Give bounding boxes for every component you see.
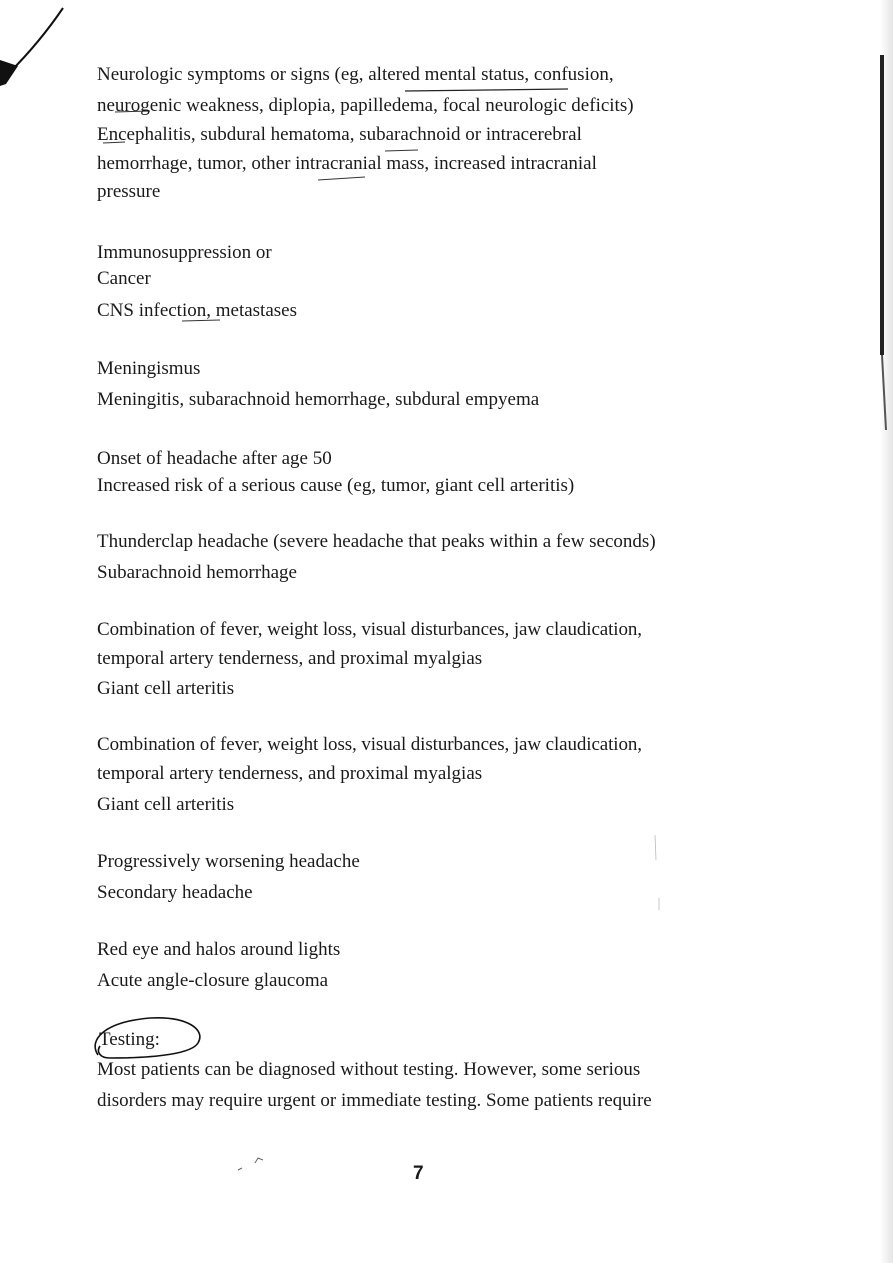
sign-line: Progressively worsening headache xyxy=(97,851,360,872)
testing-body-line: Most patients can be diagnosed without testing. However, some serious xyxy=(97,1059,641,1080)
sign-line: Combination of fever, weight loss, visual disturbances, jaw claudication, xyxy=(97,734,642,755)
sign-line: temporal artery tenderness, and proximal myalgias xyxy=(97,648,483,669)
cause-line: Giant cell arteritis xyxy=(97,678,235,699)
corner-pen-tip xyxy=(0,60,18,86)
underline-subarachnoid xyxy=(385,150,418,151)
speck-2 xyxy=(655,835,659,910)
cause-line: Secondary headache xyxy=(97,882,253,903)
cause-line: Encephalitis, subdural hematoma, subarachnoid or intracerebral xyxy=(97,124,582,145)
testing-body-line: disorders may require urgent or immediate testing. Some patients require xyxy=(97,1090,652,1111)
sign-line: Onset of headache after age 50 xyxy=(97,448,332,469)
cause-line: Acute angle-closure glaucoma xyxy=(97,970,329,991)
cause-line: pressure xyxy=(97,181,161,202)
cause-line: Meningitis, subarachnoid hemorrhage, subdural empyema xyxy=(97,389,540,410)
testing-heading: Testing: xyxy=(99,1029,160,1050)
sign-line: neurogenic weakness, diplopia, papilledema, focal neurologic deficits) xyxy=(97,95,634,116)
sign-line: Red eye and halos around lights xyxy=(97,939,341,960)
cause-line: Giant cell arteritis xyxy=(97,794,235,815)
underline-mental-status xyxy=(405,89,568,91)
sign-line: Neurologic symptoms or signs (eg, altered mental status, confusion, xyxy=(97,64,614,85)
speck xyxy=(238,1158,263,1170)
sign-line: Cancer xyxy=(97,268,151,289)
margin-bar-tail xyxy=(882,355,886,430)
cause-line: CNS infection, metastases xyxy=(97,300,297,321)
sign-line: Thunderclap headache (severe headache that peaks within a few seconds) xyxy=(97,531,656,552)
cause-line: hemorrhage, tumor, other intracranial mass, increased intracranial xyxy=(97,153,597,174)
underline-intracranial xyxy=(318,177,365,180)
corner-pen-stroke xyxy=(10,8,63,72)
cause-line: Subarachnoid hemorrhage xyxy=(97,562,297,583)
sign-line: temporal artery tenderness, and proximal myalgias xyxy=(97,763,483,784)
sign-line: Combination of fever, weight loss, visual disturbances, jaw claudication, xyxy=(97,619,642,640)
margin-bar xyxy=(880,55,884,355)
page-number: 7 xyxy=(413,1163,424,1184)
sign-line: Immunosuppression or xyxy=(97,242,272,263)
sign-line: Meningismus xyxy=(97,358,201,379)
cause-line: Increased risk of a serious cause (eg, tumor, giant cell arteritis) xyxy=(97,475,575,496)
